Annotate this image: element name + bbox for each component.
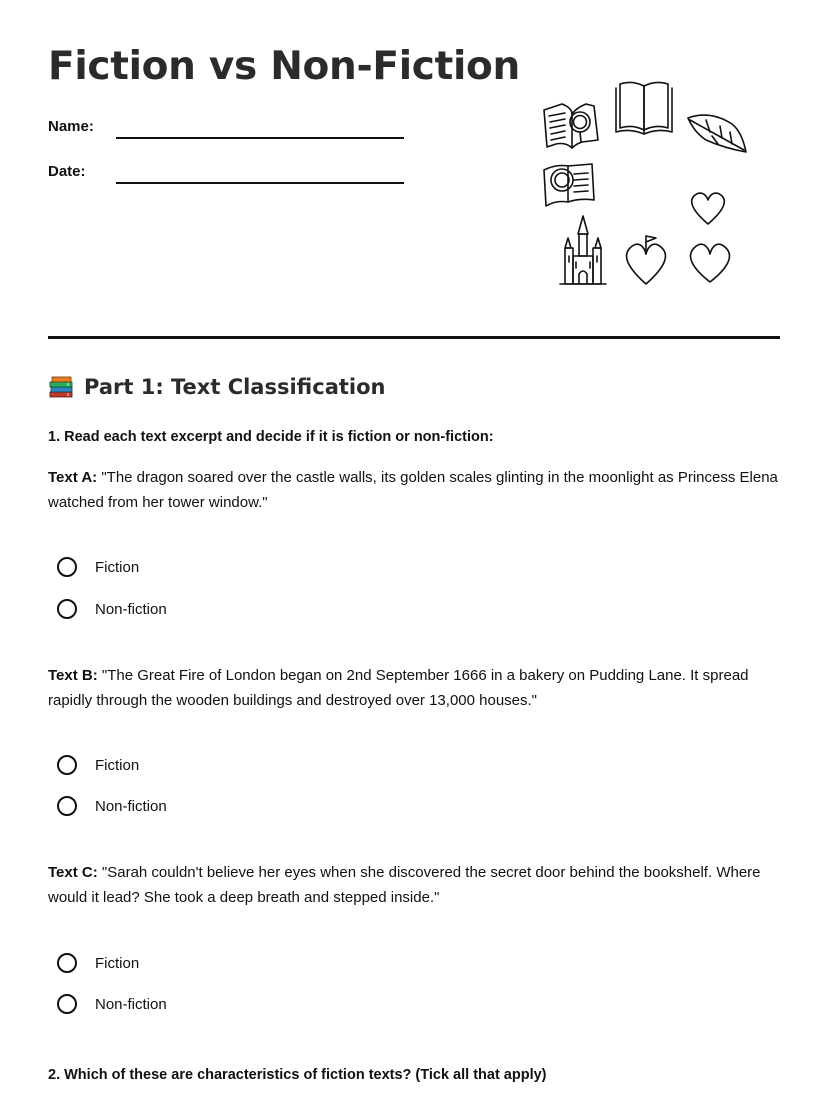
text-c-body: "Sarah couldn't believe her eyes when she discovered the secret door behind the bookshelf. Where would it lead? She took a deep breath and stepped inside." (48, 864, 761, 906)
text-a-option-fiction[interactable] (57, 557, 139, 577)
radio-circle[interactable] (57, 599, 77, 619)
part1-heading-text: Part 1: Text Classification (84, 374, 386, 399)
books-icon (48, 373, 75, 400)
heart-with-flag-icon (627, 236, 666, 284)
date-label: Date: (48, 163, 86, 180)
radio-circle[interactable] (57, 953, 77, 973)
section-divider (48, 336, 780, 339)
text-c-label: Text C: (48, 864, 98, 881)
text-c-option-nonfiction[interactable] (57, 994, 167, 1014)
text-c-option-fiction[interactable] (57, 953, 139, 973)
text-b-body: "The Great Fire of London began on 2nd September 1666 in a bakery on Pudding Lane. It spread rapidly through the wooden buildings and destroyed over 13,000 houses." (48, 667, 749, 709)
text-b-label: Text B: (48, 667, 98, 684)
text-b-excerpt (48, 663, 783, 713)
radio-circle[interactable] (57, 755, 77, 775)
option-label: Non-fiction (95, 995, 167, 1013)
name-label: Name: (48, 118, 94, 135)
heart-icon (692, 193, 725, 224)
option-label: Non-fiction (95, 797, 167, 815)
text-b-option-fiction[interactable] (57, 755, 139, 775)
text-c-excerpt (48, 860, 783, 910)
question-2: 2. Which of these are characteristics of fiction texts? (Tick all that apply) (48, 1067, 547, 1083)
radio-circle[interactable] (57, 796, 77, 816)
feather-quill-icon (688, 115, 746, 152)
text-a-label: Text A: (48, 469, 98, 486)
name-line[interactable] (116, 137, 404, 139)
text-a-body: "The dragon soared over the castle walls, its golden scales glinting in the moonlight as Princess Elena watched from her tower window." (48, 469, 778, 511)
date-line[interactable] (116, 182, 404, 184)
text-b-option-nonfiction[interactable] (57, 796, 167, 816)
option-label: Fiction (95, 954, 140, 972)
open-book-magnifier-icon (544, 104, 598, 148)
castle-icon (560, 216, 606, 284)
option-label: Non-fiction (95, 600, 167, 618)
worksheet-title: Fiction vs Non-Fiction (48, 44, 520, 89)
question-1: 1. Read each text excerpt and decide if it is fiction or non-fiction: (48, 429, 494, 445)
book-magnifier-icon (544, 164, 594, 206)
text-a-option-nonfiction[interactable] (57, 599, 167, 619)
open-book-icon (616, 82, 672, 134)
radio-circle[interactable] (57, 994, 77, 1014)
text-a-excerpt (48, 465, 783, 515)
radio-circle[interactable] (57, 557, 77, 577)
option-label: Fiction (95, 756, 140, 774)
heart-icon (691, 244, 730, 282)
option-label: Fiction (95, 558, 140, 576)
decorative-artwork (510, 70, 770, 300)
part1-heading (48, 373, 385, 400)
